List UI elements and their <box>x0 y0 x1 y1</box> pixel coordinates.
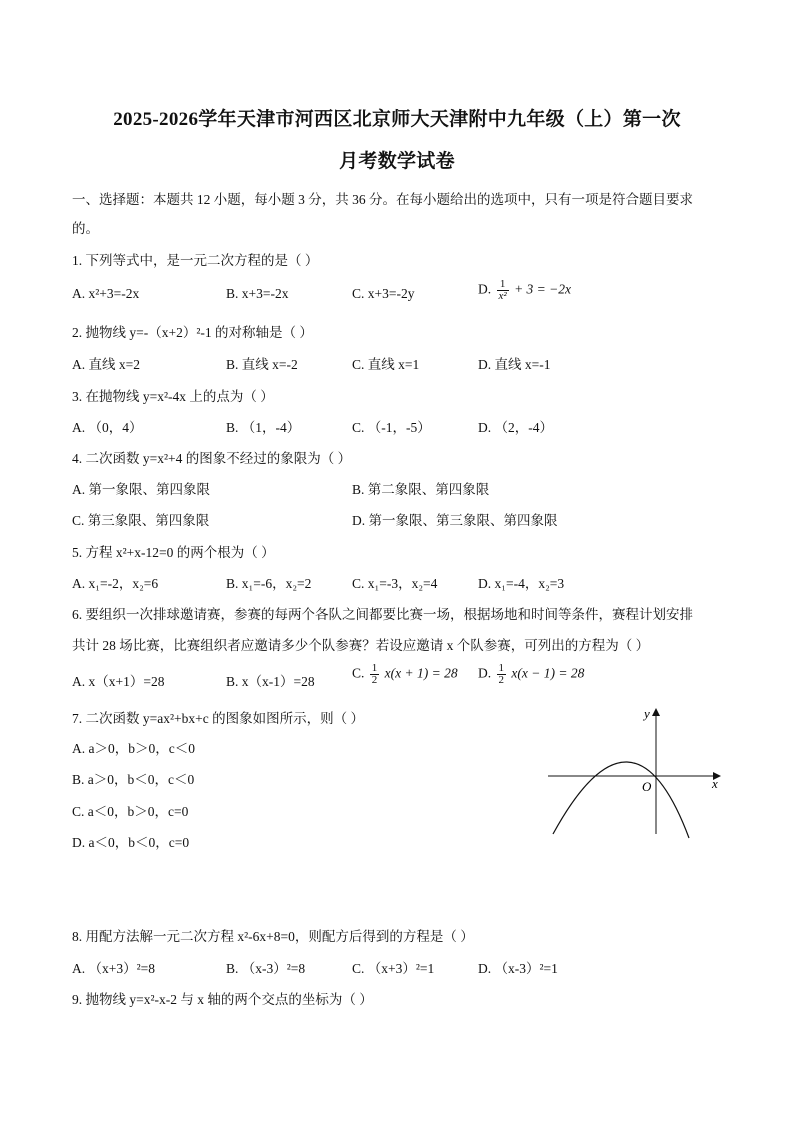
fraction-rest: + 3 = −2x <box>514 281 572 297</box>
parabola-curve <box>553 762 689 838</box>
question-6-option-d <box>478 663 584 686</box>
question-5-option-a: A. x₁=-2，x₂=6 <box>72 576 159 591</box>
origin-label: O <box>642 779 652 794</box>
question-2-option-b: B. 直线 x=-2 <box>226 357 298 372</box>
question-6-option-a: A. x（x+1）=28 <box>72 674 165 689</box>
question-7-option-d: D. a＜0，b＜0，c=0 <box>72 835 190 850</box>
question-8-option-d: D. （x-3）²=1 <box>478 961 558 976</box>
y-axis-arrow <box>652 708 660 716</box>
question-8-option-a: A. （x+3）²=8 <box>72 961 156 976</box>
question-1-option-d <box>478 279 571 302</box>
option-d-label: D. <box>478 665 492 681</box>
question-4-stem: 4. 二次函数 y=x²+4 的图象不经过的象限为（ ） <box>72 451 352 466</box>
question-6-stem-line1: 6. 要组织一次排球邀请赛，参赛的每两个各队之间都要比赛一场，根据场地和时间等条件，赛程计划安排 <box>72 607 693 622</box>
question-5-option-d: D. x₁=-4，x₂=3 <box>478 576 565 591</box>
question-3-stem: 3. 在抛物线 y=x²-4x 上的点为（ ） <box>72 389 274 404</box>
y-axis-label: y <box>644 706 650 721</box>
question-2-option-a: A. 直线 x=2 <box>72 357 140 372</box>
question-1-stem: 1. 下列等式中，是一元二次方程的是（ ） <box>72 253 319 268</box>
question-7-option-c: C. a＜0，b＞0，c=0 <box>72 804 189 819</box>
x-axis-label: x <box>712 776 718 791</box>
section-instructions-line1: 一、选择题：本题共 12 小题，每小题 3 分，共 36 分。在每小题给出的选项中，只有一项是符合题目要求 <box>72 192 693 207</box>
fraction-rest: x(x − 1) = 28 <box>511 665 585 681</box>
fraction: $\frac{1}{2}$ <box>498 662 504 686</box>
question-1-option-c: C. x+3=-2y <box>352 286 415 301</box>
question-2-option-d: D. 直线 x=-1 <box>478 357 551 372</box>
section-instructions-line2: 的。 <box>72 221 99 236</box>
question-7-stem: 7. 二次函数 y=ax²+bx+c 的图象如图所示，则（ ） <box>72 711 364 726</box>
fraction: $\frac{1}{2}$ <box>371 662 378 686</box>
question-2-stem: 2. 抛物线 y=-（x+2）²-1 的对称轴是（ ） <box>72 325 313 340</box>
question-3-option-c: C. （-1，-5） <box>352 420 431 435</box>
question-4-option-b: B. 第二象限、第四象限 <box>352 482 490 497</box>
option-c-label: C. <box>352 665 365 681</box>
question-8-stem: 8. 用配方法解一元二次方程 x²-6x+8=0，则配方后得到的方程是（ ） <box>72 929 474 944</box>
question-1-option-a: A. x²+3=-2x <box>72 286 140 301</box>
fraction: $\frac{1}{\text{x²}}$ <box>498 278 507 302</box>
question-5-option-b: B. x₁=-6，x₂=2 <box>226 576 312 591</box>
question-5-option-c: C. x₁=-3，x₂=4 <box>352 576 438 591</box>
question-9-stem: 9. 抛物线 y=x²-x-2 与 x 轴的两个交点的坐标为（ ） <box>72 992 373 1007</box>
option-d-label: D. <box>478 281 492 297</box>
question-8-option-c: C. （x+3）²=1 <box>352 961 435 976</box>
question-3-option-b: B. （1，-4） <box>226 420 301 435</box>
question-3-option-d: D. （2，-4） <box>478 420 553 435</box>
question-4-option-d: D. 第一象限、第三象限、第四象限 <box>352 513 558 528</box>
question-5-stem: 5. 方程 x²+x-12=0 的两个根为（ ） <box>72 545 275 560</box>
exam-title-line1: 2025-2026学年天津市河西区北京师大天津附中九年级（上）第一次 <box>113 109 681 130</box>
exam-title-line2: 月考数学试卷 <box>339 151 455 172</box>
question-6-option-b: B. x（x-1）=28 <box>226 674 315 689</box>
question-3-option-a: A. （0，4） <box>72 420 143 435</box>
question-7-option-b: B. a＞0，b＜0，c＜0 <box>72 772 195 787</box>
question-2-option-c: C. 直线 x=1 <box>352 357 420 372</box>
question-6-stem-line2: 共计 28 场比赛，比赛组织者应邀请多少个队参赛？若设应邀请 x 个队参赛，可列出的方程为（ ） <box>72 638 650 653</box>
fraction-rest: x(x + 1) = 28 <box>384 665 458 681</box>
question-6-option-c <box>352 663 458 686</box>
question-7-option-a: A. a＞0，b＞0，c＜0 <box>72 741 195 756</box>
question-4-option-c: C. 第三象限、第四象限 <box>72 513 210 528</box>
question-1-option-b: B. x+3=-2x <box>226 286 289 301</box>
question-4-option-a: A. 第一象限、第四象限 <box>72 482 210 497</box>
parabola-graph <box>548 706 728 841</box>
question-8-option-b: B. （x-3）²=8 <box>226 961 306 976</box>
